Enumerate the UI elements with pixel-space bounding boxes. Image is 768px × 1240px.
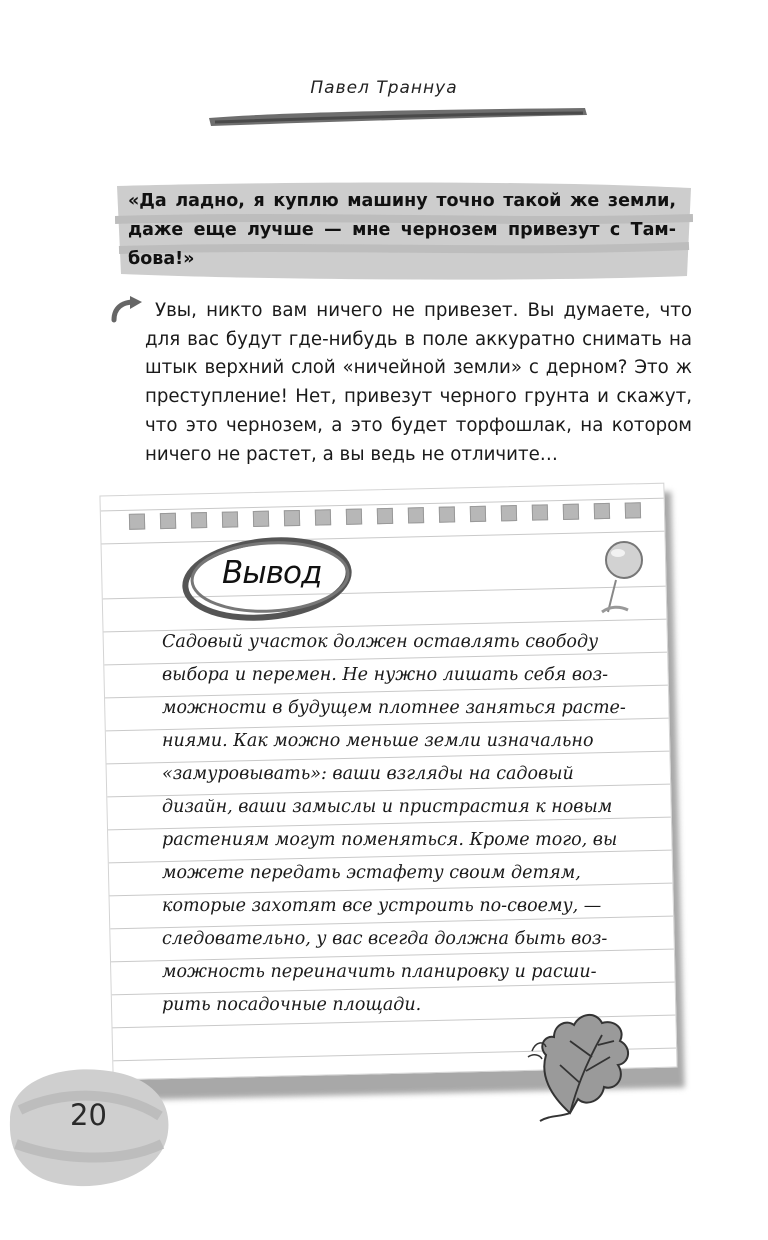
binding-hole	[129, 513, 145, 529]
author-name: Павел Траннуа	[310, 78, 458, 98]
conclusion-line: ниями. Как можно меньше земли изначально	[162, 731, 594, 751]
notepad-binding-holes	[129, 502, 649, 534]
binding-hole	[439, 506, 455, 522]
binding-hole	[315, 509, 331, 525]
conclusion-line: выбора и перемен. Не нужно лишать себя воз-	[162, 665, 609, 685]
binding-hole	[625, 502, 641, 518]
binding-hole	[563, 504, 579, 520]
binding-hole	[284, 510, 300, 526]
conclusion-line: Садовый участок должен оставлять свободу	[162, 632, 599, 652]
conclusion-line: которые захотят все устроить по-своему, —	[162, 896, 602, 916]
binding-hole	[408, 507, 424, 523]
binding-hole	[594, 503, 610, 519]
curved-arrow-icon	[110, 294, 146, 324]
binding-hole	[470, 506, 486, 522]
conclusion-line: следовательно, у вас всегда должна быть воз-	[162, 929, 608, 949]
conclusion-line: дизайн, ваши замыслы и пристрастия к новым	[162, 797, 613, 817]
conclusion-line: можете передать эстафету своим детям,	[162, 863, 581, 883]
conclusion-line: «замуровывать»: ваши взгляды на садовый	[162, 764, 574, 784]
conclusion-line: можности в будущем плотнее заняться расте-	[162, 698, 626, 718]
conclusion-line: можность переиначить планировку и расши-	[162, 962, 597, 982]
page-number: 20	[70, 1098, 107, 1132]
binding-hole	[346, 509, 362, 525]
conclusion-line: рить посадочные площади.	[162, 995, 422, 1015]
answer-paragraph: Увы, никто вам ничего не привезет. Вы думаете, что для вас будут где-нибудь в поле аккуратно снимать на штык верхний слой «ничейной земли» с дерном? Это ж преступление! Нет, привезут черного грунта и скажут, что это чернозем, а это будет торфошлак, на котором ничего не растет, а вы ведь не отличите…	[145, 300, 692, 465]
binding-hole	[160, 513, 176, 529]
binding-hole	[501, 505, 517, 521]
header-brush-stroke	[205, 104, 590, 130]
push-pin-icon	[598, 536, 652, 616]
binding-hole	[253, 511, 269, 527]
binding-hole	[532, 504, 548, 520]
quote-text: «Да ладно, я куплю машину точно такой же земли, даже еще лучше — мне чернозем привезут с Там-бова!»	[128, 191, 676, 269]
binding-hole	[191, 512, 207, 528]
oak-leaf-icon	[510, 995, 640, 1125]
binding-hole	[377, 508, 393, 524]
binding-hole	[222, 511, 238, 527]
conclusion-title: Вывод	[222, 555, 322, 591]
conclusion-line: растениям могут поменяться. Кроме того, вы	[162, 830, 618, 850]
